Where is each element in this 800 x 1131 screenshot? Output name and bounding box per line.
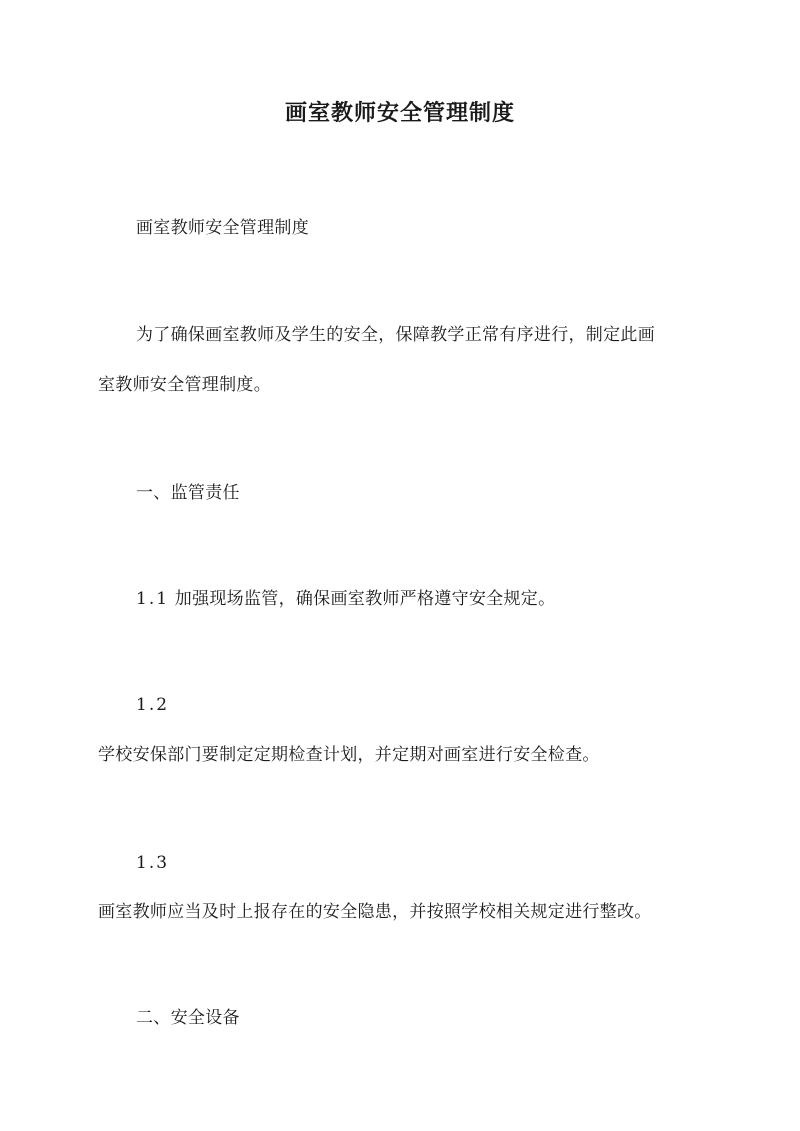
clause-1-3-number: 1.3 bbox=[136, 853, 170, 873]
clause-number: 1.1 bbox=[136, 589, 170, 609]
clause-1-1 bbox=[136, 586, 555, 612]
clause-1-2-text: 学校安保部门要制定定期检查计划，并定期对画室进行安全检查。 bbox=[98, 745, 600, 765]
intro-line-2: 室教师安全管理制度。 bbox=[98, 375, 271, 395]
document-title: 画室教师安全管理制度 bbox=[284, 100, 515, 126]
clause-1-2-number: 1.2 bbox=[136, 695, 170, 715]
document-subtitle: 画室教师安全管理制度 bbox=[136, 218, 309, 238]
clause-text: 加强现场监管，确保画室教师严格遵守安全规定。 bbox=[174, 589, 556, 609]
clause-1-3-text: 画室教师应当及时上报存在的安全隐患，并按照学校相关规定进行整改。 bbox=[98, 902, 652, 922]
section-heading-supervision: 一、监管责任 bbox=[136, 483, 240, 503]
intro-line-1: 为了确保画室教师及学生的安全，保障教学正常有序进行，制定此画 bbox=[136, 325, 655, 345]
section-heading-equipment: 二、安全设备 bbox=[136, 1008, 240, 1028]
